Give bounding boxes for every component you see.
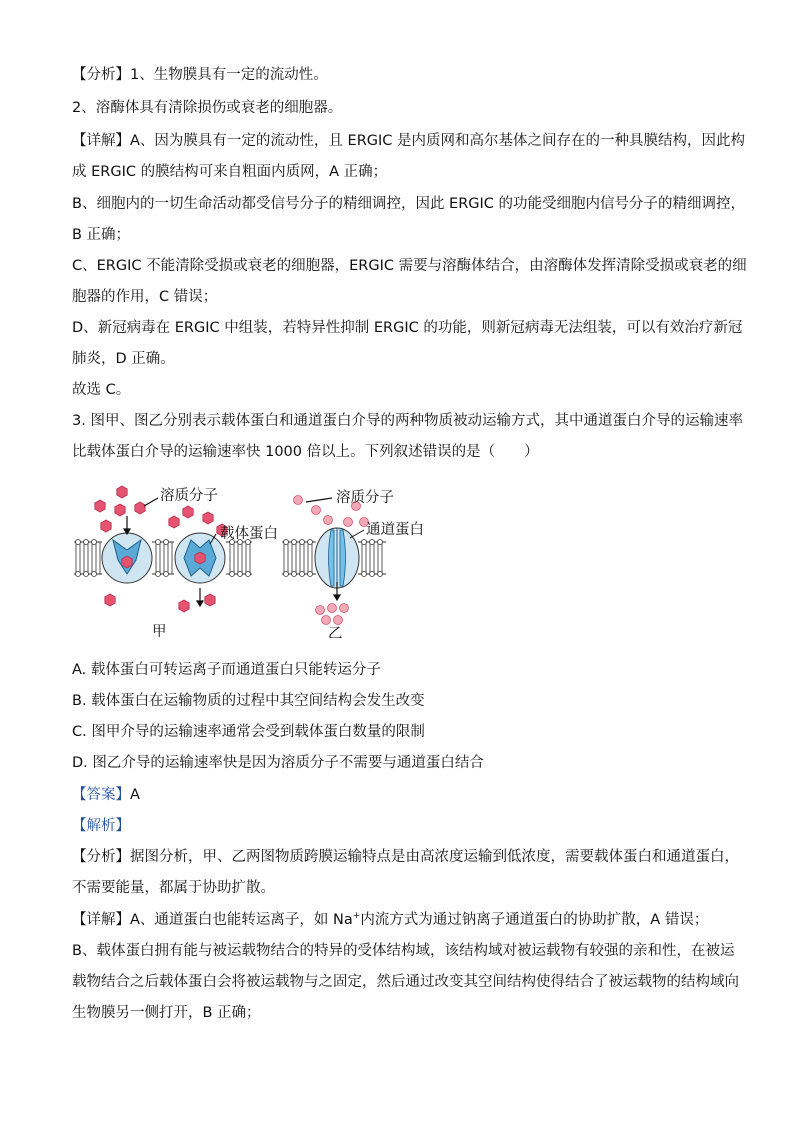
transport-figure [70, 478, 450, 638]
detail-line: B、载体蛋白拥有能与被运载物结合的特异的受体结构域，该结构域对被运载物有较强的亲和性，在被运 [72, 943, 735, 959]
text-line: 肺炎，D 正确。 [72, 351, 175, 367]
panel-label-b: 乙 [328, 626, 343, 638]
text-line: C、ERGIC 不能清除受损或衰老的细胞器，ERGIC 需要与溶酶体结合，由溶酶体发挥清除受损或衰老的细 [72, 258, 747, 274]
detail-line: 生物膜另一侧打开，B 正确； [72, 1005, 261, 1021]
text-line: 【分析】1、生物膜具有一定的流动性。 [72, 67, 328, 83]
question-stem: 比载体蛋白介导的运输速率快 1000 倍以上。下列叙述错误的是（ ） [72, 444, 539, 460]
carrier-protein-open-outside [102, 533, 152, 583]
option-a: A. 载体蛋白可转运离子而通道蛋白只能转运分子 [72, 662, 381, 678]
detail-text: 内流方式为通过钠离子通道蛋白的协助扩散，A 错误； [360, 912, 709, 928]
solute-circles-bottom [316, 604, 349, 625]
text-line: 2、溶酶体具有清除损伤或衰老的细胞器。 [72, 100, 343, 116]
text-line: 【详解】A、因为膜具有一定的流动性，且 ERGIC 是内质网和高尔基体之间存在的一种具膜结构，因此构 [72, 133, 746, 149]
text-line: B、细胞内的一切生命活动都受信号分子的精细调控，因此 ERGIC 的功能受细胞内信号分子的精细调控， [72, 196, 746, 212]
text-line: 成 ERGIC 的膜结构可来自粗面内质网，A 正确； [72, 164, 388, 180]
detail-text: 【详解】A、通道蛋白也能转运离子，如 Na [72, 912, 353, 928]
question-stem: 3. 图甲、图乙分别表示载体蛋白和通道蛋白介导的两种物质被动运输方式，其中通道蛋白介导的运输速率 [72, 413, 743, 429]
channel-label: 通道蛋白 [366, 522, 424, 538]
superscript-plus: + [352, 911, 361, 922]
answer-tag: 【答案】 [72, 787, 130, 803]
panel-label-a: 甲 [152, 624, 167, 638]
option-c: C. 图甲介导的运输速率通常会受到载体蛋白数量的限制 [72, 724, 425, 740]
text-line: B 正确； [72, 227, 131, 243]
solute-label-right: 溶质分子 [336, 490, 394, 506]
analysis-line: 不需要能量，都属于协助扩散。 [72, 880, 275, 896]
text-line: D、新冠病毒在 ERGIC 中组装，若特异性抑制 ERGIC 的功能，则新冠病毒无法组装，可以有效治疗新冠 [72, 320, 743, 336]
analysis-tag: 【解析】 [72, 818, 130, 834]
option-b: B. 载体蛋白在运输物质的过程中其空间结构会发生改变 [72, 693, 425, 709]
text-line: 故选 C。 [72, 382, 131, 398]
analysis-line: 【分析】据图分析，甲、乙两图物质跨膜运输特点是由高浓度运输到低浓度，需要载体蛋白和通道蛋白， [72, 849, 739, 865]
text-line: 胞器的作用，C 错误； [72, 289, 218, 305]
carrier-label: 载体蛋白 [220, 526, 278, 542]
carrier-protein-open-inside [175, 533, 225, 583]
option-d: D. 图乙介导的运输速率快是因为溶质分子不需要与通道蛋白结合 [72, 755, 484, 771]
answer-line [72, 785, 140, 805]
detail-line: 载物结合之后载体蛋白会将被运载物与之固定，然后通过改变其空间结构使得结合了被运载物的结构域向 [72, 974, 739, 990]
detail-line [72, 910, 708, 930]
answer-value: A [130, 787, 140, 803]
solute-label-left: 溶质分子 [160, 488, 218, 504]
